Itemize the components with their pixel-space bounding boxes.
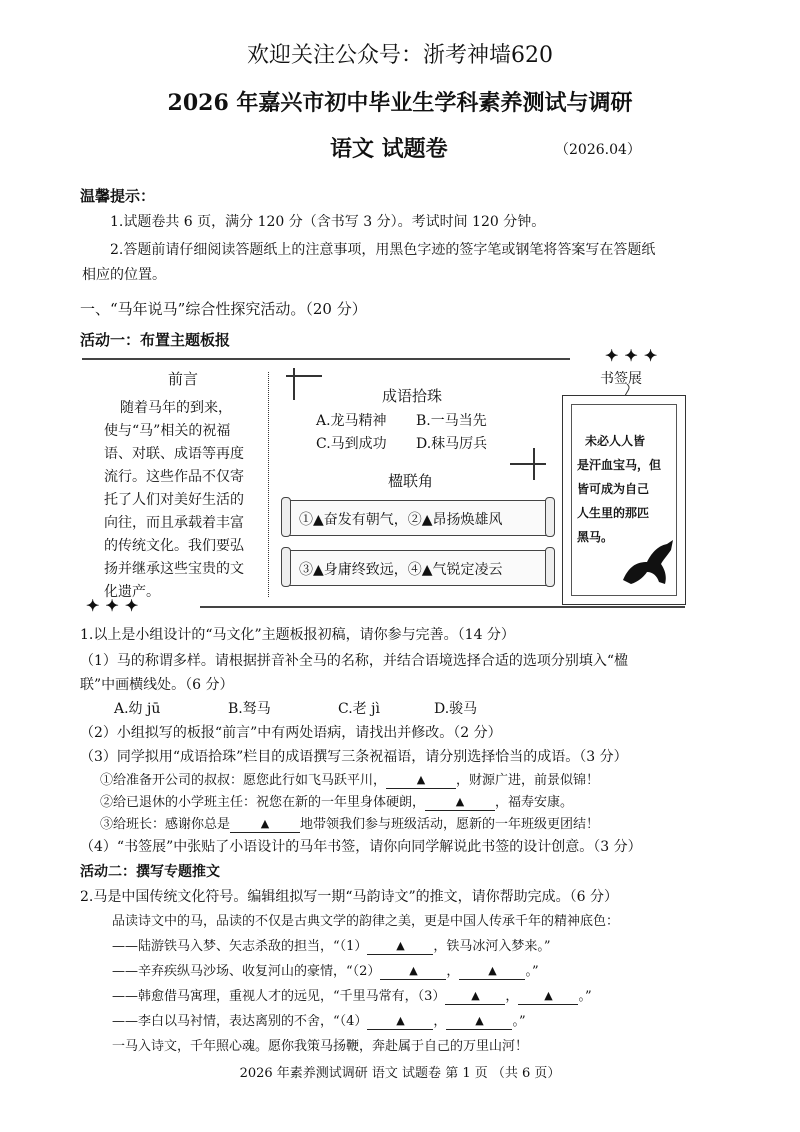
blank-marker: ▲: [260, 817, 270, 830]
preface-line: 的传统文化。我们要弘: [104, 538, 244, 554]
preface-title: 前言: [168, 370, 199, 388]
comma: ，: [505, 989, 519, 1004]
couplet-text-1: ①▲奋发有朝气，②▲昂扬焕雄风: [299, 512, 503, 528]
sparkle-decoration: ✦✦✦: [86, 596, 145, 615]
tip-item-1: 1.试题卷共 6 页，满分 120 分（含书写 3 分）。考试时间 120 分钟。: [110, 214, 546, 230]
answer-blank[interactable]: [446, 1014, 512, 1030]
poem-line-1-text: ——陆游铁马入梦、矢志杀敌的担当，“（1）: [112, 939, 368, 954]
answer-blank[interactable]: [445, 989, 505, 1005]
preface-line: 随着马年的到来，: [120, 400, 232, 416]
comma: ，: [433, 1014, 447, 1029]
preface-line: 流行。这些作品不仅寄: [104, 469, 244, 485]
couplet-text-2: ③▲身庸终致远，④▲气锐定凌云: [299, 562, 503, 578]
answer-blank[interactable]: [459, 964, 525, 980]
watermark-text: 欢迎关注公众号：浙考神墙620: [247, 43, 553, 68]
preface-line: 托了人们对美好生活的: [104, 492, 244, 508]
question-2: 2.马是中国传统文化符号。编辑组拟写一期“马韵诗文”的推文，请你帮助完成。（6 分）: [80, 889, 619, 905]
exam-title: 2026 年嘉兴市初中毕业生学科素养测试与调研: [167, 90, 633, 116]
blessing-1-text: ①给准备开公司的叔叔：愿您此行如飞马跃平川，: [100, 773, 387, 788]
answer-blank[interactable]: [425, 795, 495, 811]
idiom-option-c: C.马到成功: [316, 436, 387, 452]
answer-blank[interactable]: [386, 773, 456, 789]
couplet-scroll-2: [286, 550, 550, 586]
close-quote: 。”: [512, 1014, 526, 1029]
idiom-option-d: D.秣马厉兵: [416, 436, 488, 452]
question-1: 1.以上是小组设计的“马文化”主题板报初稿，请你参与完善。（14 分）: [80, 627, 515, 643]
poem-line-3-text: ——韩愈借马寓理，重视人才的远见，“千里马常有，（3）: [112, 989, 446, 1004]
preface-line: 语、对联、成语等再度: [104, 446, 244, 462]
blessing-1: [100, 769, 599, 789]
activity2-title: 活动二：撰写专题推文: [80, 864, 220, 880]
board-bottom-border: [200, 606, 685, 608]
question-1-3: （3）同学拟用“成语拾珠”栏目的成语撰写三条祝福语，请分别选择恰当的成语。（3 分）: [80, 749, 628, 765]
question-1-2: （2）小组拟写的板报“前言”中有两处语病，请找出并修改。（2 分）: [80, 725, 502, 741]
name-option-a: A.幼 jū: [114, 701, 161, 717]
tips-heading: 温馨提示：: [80, 187, 156, 205]
poem-line-4: [112, 1010, 526, 1030]
preface-line: 使与“马”相关的祝福: [104, 423, 231, 439]
answer-blank[interactable]: [367, 939, 433, 955]
blank-marker: ▲: [544, 989, 553, 1002]
bookmark-line: 皆可成为自己: [577, 482, 650, 496]
poem-intro: 品读诗文中的马，品读的不仅是古典文学的韵律之美，更是中国人传承千年的精神底色：: [112, 914, 620, 929]
bookmark-line: 黑马。: [577, 530, 614, 544]
preface-line: 扬并继承这些宝贵的文: [104, 561, 244, 577]
idiom-option-a: A.龙马精神: [316, 413, 387, 429]
close-quote: 。”: [525, 964, 539, 979]
poem-line-2: [112, 960, 539, 980]
section1-title: 一、“马年说马”综合性探究活动。（20 分）: [80, 300, 367, 318]
poem-line-1-tail: ，铁马冰河入梦来。”: [433, 939, 551, 954]
poem-closing: 一马入诗文，千年照心魂。愿你我策马扬鞭，奔赴属于自己的万里山河！: [112, 1039, 529, 1054]
board-divider: [268, 372, 269, 597]
answer-blank[interactable]: [367, 1014, 433, 1030]
blessing-3: [100, 813, 599, 833]
sparkle-decoration: ✦✦✦: [605, 346, 664, 365]
exam-date: （2026.04）: [555, 142, 641, 158]
board-top-border: [82, 358, 570, 360]
question-1-1: （1）马的称谓多样。请根据拼音补全马的名称，并结合语境选择合适的选项分别填入“楹: [80, 653, 629, 669]
comma: ，: [446, 964, 460, 979]
close-quote: 。”: [578, 989, 592, 1004]
blank-marker: ▲: [416, 773, 426, 786]
couplet-scroll-1: [286, 500, 550, 536]
blank-marker: ▲: [471, 989, 480, 1002]
preface-line: 向往，而且承载着丰富: [104, 515, 244, 531]
blank-marker: ▲: [396, 939, 405, 952]
couplet-title: 楹联角: [388, 472, 434, 490]
poem-line-4-text: ——李白以马衬情，表达离别的不舍，“（4）: [112, 1014, 368, 1029]
blessing-2-text: ②给已退休的小学班主任：祝您在新的一年里身体硬朗，: [100, 795, 426, 810]
blessing-1-tail: ，财源广进，前景似锦！: [456, 773, 600, 788]
poem-line-2-text: ——辛弃疾纵马沙场、收复河山的豪情，“（2）: [112, 964, 381, 979]
blessing-3-text: ③给班长：感谢你总是: [100, 817, 231, 832]
name-option-d: D.骏马: [434, 701, 478, 717]
preface-line: 化遗产。: [104, 584, 160, 600]
blank-marker: ▲: [455, 795, 465, 808]
name-option-b: B.驽马: [228, 701, 271, 717]
answer-blank[interactable]: [230, 817, 300, 833]
name-option-c: C.老 jì: [338, 701, 380, 717]
answer-blank[interactable]: [518, 989, 578, 1005]
blessing-3-tail: 地带领我们参与班级活动，愿新的一年班级更团结！: [300, 817, 600, 832]
bookmark-line: 人生里的那匹: [577, 506, 650, 520]
bookmark-card: [562, 395, 686, 605]
page-footer: 2026 年素养测试调研 语文 试题卷 第 1 页 （共 6 页）: [239, 1066, 561, 1081]
idiom-title: 成语拾珠: [382, 387, 443, 405]
subject-title: 语文 试题卷: [330, 136, 448, 162]
poem-line-1: [112, 935, 551, 955]
activity1-title: 活动一：布置主题板报: [80, 331, 231, 349]
poem-line-3: [112, 985, 592, 1005]
bookmark-label: 书签展: [600, 371, 642, 387]
blank-marker: ▲: [488, 964, 497, 977]
bookmark-line: 未必人人皆: [585, 434, 646, 448]
blessing-2: [100, 791, 573, 811]
blank-marker: ▲: [409, 964, 418, 977]
bookmark-line: 是汗血宝马，但: [577, 458, 662, 472]
tip-item-3: 相应的位置。: [82, 267, 166, 283]
question-1-1-cont: 联”中画横线处。（6 分）: [80, 677, 234, 693]
black-horse-icon: [617, 536, 677, 588]
question-1-4: （4）“书签展”中张贴了小语设计的马年书签，请你向同学解说此书签的设计创意。（3 分）: [80, 839, 642, 855]
crosshair-decoration: [284, 366, 324, 402]
crosshair-decoration: [508, 446, 548, 482]
blank-marker: ▲: [475, 1014, 484, 1027]
blessing-2-tail: ，福寿安康。: [495, 795, 574, 810]
answer-blank[interactable]: [380, 964, 446, 980]
tip-item-2: 2.答题前请仔细阅读答题纸上的注意事项，用黑色字迹的签字笔或钢笔将答案写在答题纸: [110, 242, 656, 258]
blank-marker: ▲: [396, 1014, 405, 1027]
idiom-option-b: B.一马当先: [416, 413, 487, 429]
